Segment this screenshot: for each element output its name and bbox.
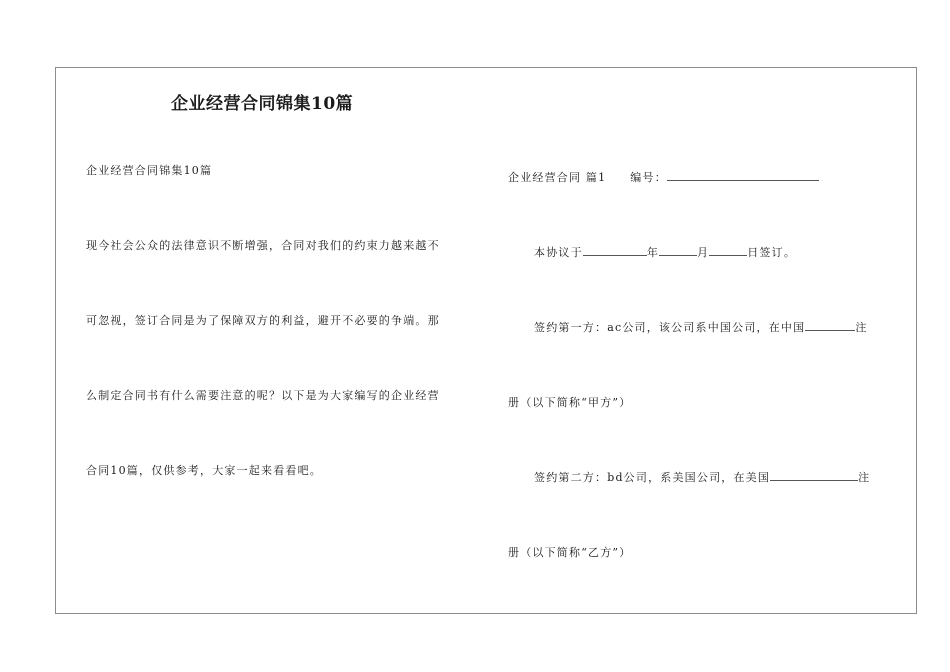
document-page-frame	[55, 67, 917, 614]
party-b-row	[534, 469, 870, 485]
document-title: 企业经营合同锦集10篇	[171, 94, 354, 114]
party-b-line-2: 册（以下简称“乙方”）	[508, 546, 632, 559]
contract-heading: 企业经营合同 篇1	[508, 171, 607, 184]
left-paragraph-line-2: 可忽视，签订合同是为了保障双方的利益，避开不必要的争端。那	[86, 314, 440, 327]
party-b-registration-blank	[770, 469, 858, 481]
agreement-date-row	[534, 244, 796, 260]
left-subtitle: 企业经营合同锦集10篇	[86, 164, 213, 177]
party-a-row	[534, 319, 868, 335]
left-paragraph-line-1: 现今社会公众的法律意识不断增强，合同对我们的约束力越来越不	[86, 239, 440, 252]
left-paragraph-line-3: 么制定合同书有什么需要注意的呢？以下是为大家编写的企业经营	[86, 389, 440, 402]
agreement-date-prefix: 本协议于	[534, 246, 583, 259]
day-suffix: 日签订。	[747, 246, 797, 259]
party-a-registration-blank	[805, 319, 855, 331]
year-label: 年	[646, 246, 660, 259]
contract-heading-row	[508, 169, 819, 185]
year-blank	[583, 244, 647, 256]
party-a-suffix: 注	[855, 321, 868, 334]
party-a-prefix: 签约第一方：ac公司，该公司系中国公司，在中国	[534, 321, 806, 334]
contract-number-blank	[667, 169, 819, 181]
month-blank	[659, 244, 697, 256]
party-b-prefix: 签约第二方：bd公司，系美国公司，在美国	[534, 471, 771, 484]
party-a-line-2: 册（以下简称“甲方”）	[508, 396, 632, 409]
day-blank	[709, 244, 747, 256]
month-label: 月	[697, 246, 710, 259]
left-paragraph-line-4: 合同10篇，仅供参考，大家一起来看看吧。	[86, 464, 322, 477]
contract-number-label: 编号：	[630, 171, 667, 184]
party-b-suffix: 注	[858, 471, 871, 484]
